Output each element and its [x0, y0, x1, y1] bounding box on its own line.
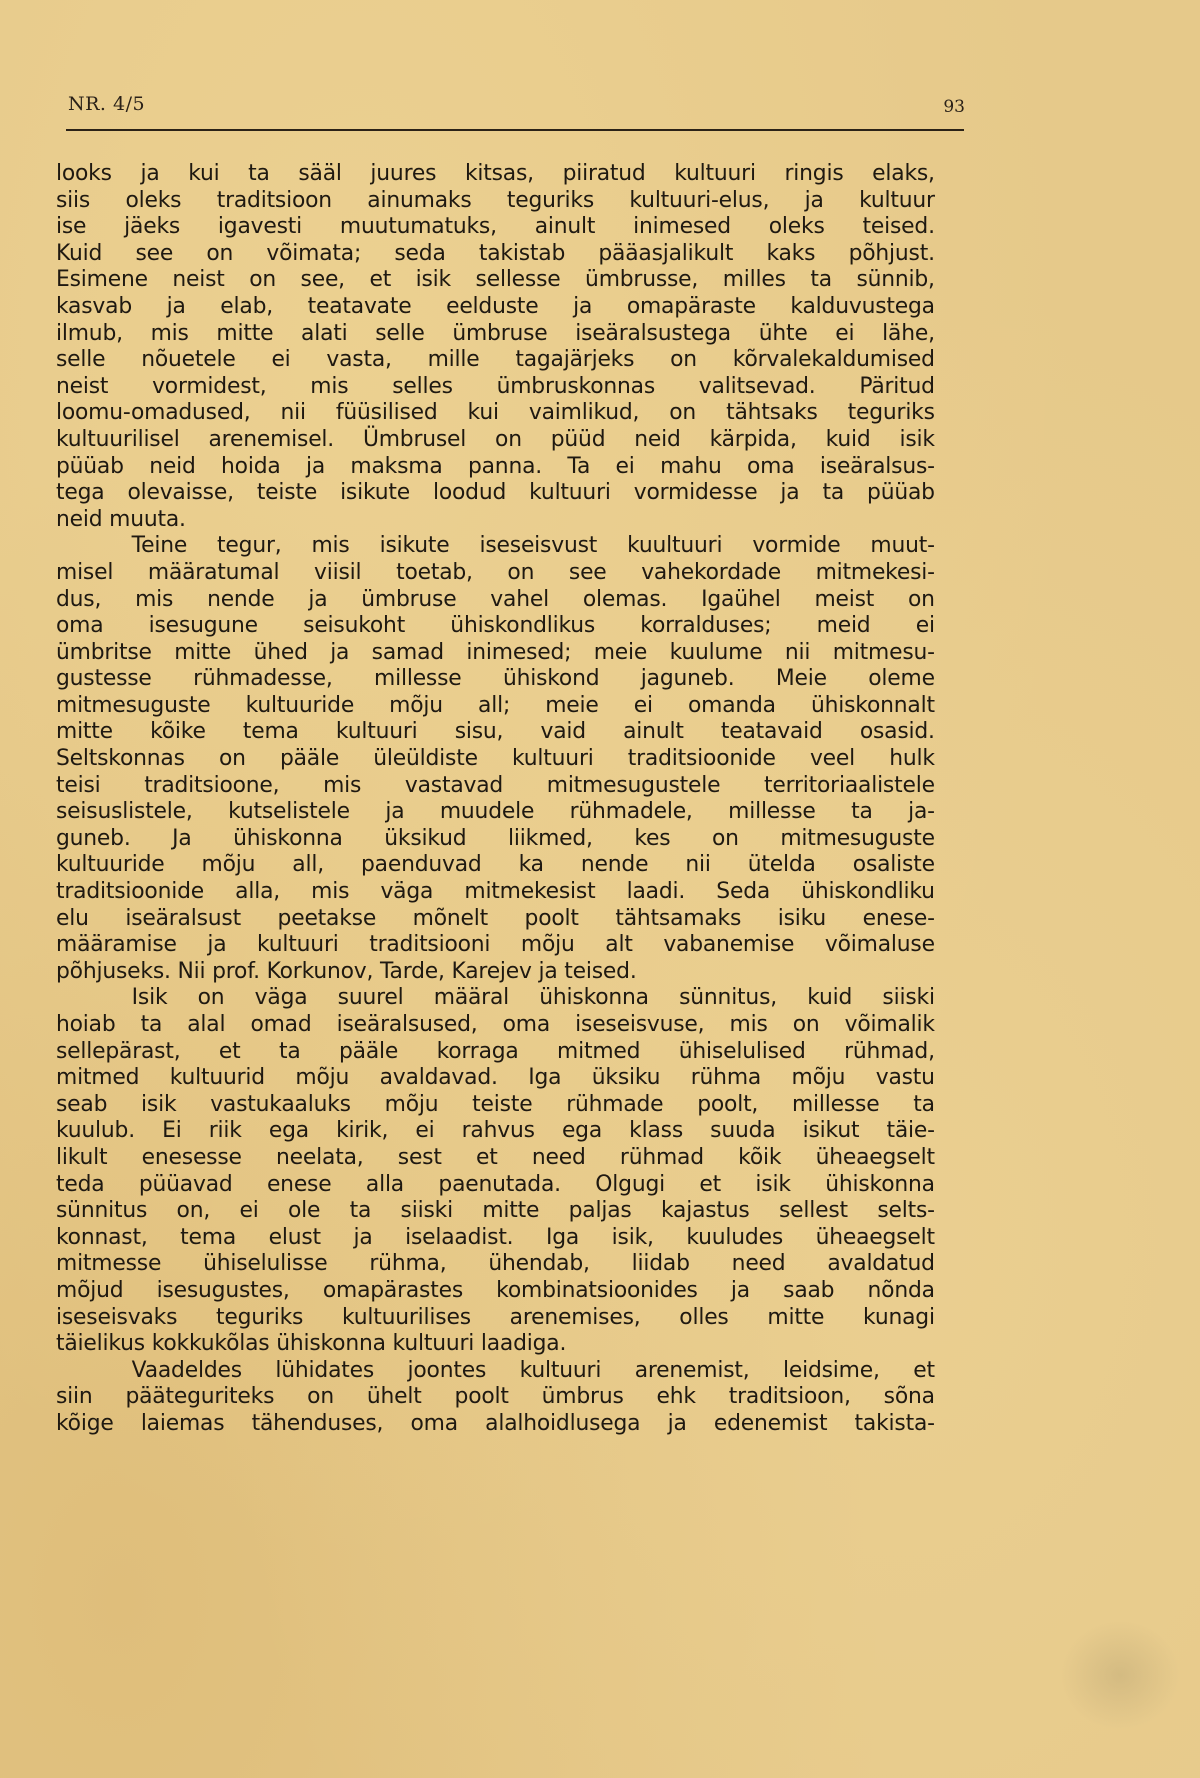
text-line: täielikus kokkukõlas ühiskonna kultuuri laadiga.: [56, 1330, 567, 1357]
text-line: ilmub, mis mitte alati selle ümbruse iseäralsustega ühte ei lähe,: [56, 319, 935, 346]
text-line: Kuid see on võimata; seda takistab pääasjalikult kaks põhjust.: [56, 239, 935, 266]
text-line: iseseisvaks teguriks kultuurilises arenemises, olles mitte kunagi: [56, 1303, 935, 1330]
text-line: likult enesesse neelata, sest et need rühmad kõik üheaegselt: [56, 1143, 935, 1170]
header-rule: [66, 129, 964, 131]
text-line: kasvab ja elab, teatavate eelduste ja omapäraste kalduvustega: [56, 292, 935, 319]
text-line: kultuuride mõju all, paenduvad ka nende nii ütelda osaliste: [56, 851, 935, 878]
paragraph-first-line: Vaadeldes lühidates joontes kultuuri arenemist, leidsime, et: [131, 1356, 935, 1383]
text-line: looks ja kui ta sääl juures kitsas, piiratud kultuuri ringis elaks,: [56, 160, 935, 186]
text-line: teda püüavad enese alla paenutada. Olgugi et isik ühiskonna: [56, 1170, 935, 1197]
text-line: määramise ja kultuuri traditsiooni mõju alt vabanemise võimaluse: [56, 931, 935, 958]
text-line: konnast, tema elust ja iselaadist. Iga isik, kuuludes üheaegselt: [56, 1223, 935, 1250]
text-line: ümbritse mitte ühed ja samad inimesed; meie kuulume nii mitmesu-: [56, 638, 935, 665]
text-line: kuulub. Ei riik ega kirik, ei rahvus ega klass suuda isikut täie-: [56, 1117, 935, 1144]
text-line: siin pääteguriteks on ühelt poolt ümbrus ehk traditsioon, sõna: [56, 1383, 935, 1410]
text-line: sellepärast, et ta pääle korraga mitmed ühiselulised rühmad,: [56, 1037, 935, 1064]
text-line: mitmesuguste kultuuride mõju all; meie ei omanda ühiskonnalt: [56, 691, 935, 718]
text-line: misel määratumal viisil toetab, on see vahekordade mitmekesi-: [56, 558, 935, 585]
text-line: elu iseäralsust peetakse mõnelt poolt tähtsamaks isiku enese-: [56, 904, 935, 931]
text-line: kõige laiemas tähenduses, oma alalhoidlusega ja edenemist takista-: [56, 1409, 935, 1436]
text-line: ise jäeks igavesti muutumatuks, ainult inimesed oleks teised.: [56, 213, 935, 240]
text-line: mitte kõike tema kultuuri sisu, vaid ainult teatavaid osasid.: [56, 718, 935, 745]
text-line: Esimene neist on see, et isik sellesse ümbrusse, milles ta sünnib,: [56, 266, 935, 293]
paragraph-first-line: Teine tegur, mis isikute iseseisvust kuultuuri vormide muut-: [131, 532, 935, 559]
text-line: selle nõuetele ei vasta, mille tagajärjeks on kõrvalekaldumised: [56, 346, 935, 373]
issue-number: NR. 4/5: [68, 93, 146, 115]
text-line: guneb. Ja ühiskonna üksikud liikmed, kes on mitmesuguste: [56, 824, 935, 851]
text-line: seisuslistele, kutselistele ja muudele rühmadele, millesse ta ja-: [56, 798, 935, 825]
text-line: oma isesugune seisukoht ühiskondlikus korralduses; meid ei: [56, 612, 935, 639]
text-line: dus, mis nende ja ümbruse vahel olemas. Igaühel meist on: [56, 585, 935, 612]
text-line: teisi traditsioone, mis vastavad mitmesugustele territoriaalistele: [56, 771, 935, 798]
body-text: [56, 160, 935, 1437]
text-line: neid muuta.: [56, 505, 186, 532]
running-header: [68, 93, 965, 121]
text-line: neist vormidest, mis selles ümbruskonnas valitsevad. Päritud: [56, 372, 935, 399]
text-line: Seltskonnas on pääle üleüldiste kultuuri traditsioonide veel hulk: [56, 745, 935, 772]
text-line: püüab neid hoida ja maksma panna. Ta ei mahu oma iseäralsus-: [56, 452, 935, 479]
text-line: seab isik vastukaaluks mõju teiste rühmade poolt, millesse ta: [56, 1090, 935, 1117]
text-line: kultuurilisel arenemisel. Ümbrusel on püüd neid kärpida, kuid isik: [56, 425, 935, 452]
text-line: gustesse rühmadesse, millesse ühiskond jaguneb. Meie oleme: [56, 665, 935, 692]
text-line: sünnitus on, ei ole ta siiski mitte paljas kajastus sellest selts-: [56, 1197, 935, 1224]
paper-stain: [1060, 1620, 1180, 1730]
text-line: siis oleks traditsioon ainumaks teguriks kultuuri-elus, ja kultuur: [56, 186, 935, 213]
text-line: mõjud isesugustes, omapärastes kombinatsioonides ja saab nõnda: [56, 1276, 935, 1303]
text-line: tega olevaisse, teiste isikute loodud kultuuri vormidesse ja ta püüab: [56, 479, 935, 506]
text-line: mitmed kultuurid mõju avaldavad. Iga üksiku rühma mõju vastu: [56, 1064, 935, 1091]
text-line: hoiab ta alal omad iseäralsused, oma iseseisvuse, mis on võimalik: [56, 1011, 935, 1037]
text-line: traditsioonide alla, mis väga mitmekesist laadi. Seda ühiskondliku: [56, 878, 935, 905]
text-line: põhjuseks. Nii prof. Korkunov, Tarde, Karejev ja teised.: [56, 957, 637, 984]
text-line: mitmesse ühiselulisse rühma, ühendab, liidab need avaldatud: [56, 1250, 935, 1277]
page-number: 93: [943, 97, 965, 117]
text-line: loomu-omadused, nii füüsilised kui vaimlikud, on tähtsaks teguriks: [56, 399, 935, 426]
paragraph-first-line: Isik on väga suurel määral ühiskonna sünnitus, kuid siiski: [131, 984, 935, 1011]
